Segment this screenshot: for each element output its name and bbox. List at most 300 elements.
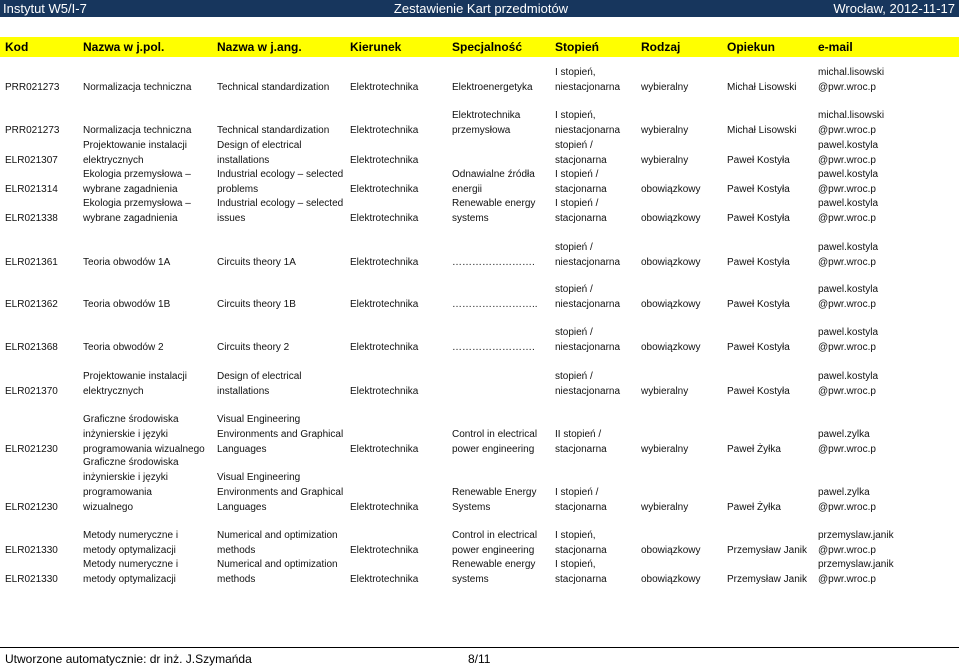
email-text: @pwr.wroc.p bbox=[818, 444, 876, 455]
name-en-text: installations bbox=[217, 155, 270, 166]
degree-text: II stopień / bbox=[555, 429, 602, 440]
cell-code bbox=[5, 558, 81, 587]
name-en-text: Visual Engineering bbox=[217, 414, 301, 425]
degree-text: stopień / bbox=[555, 242, 593, 253]
cell-supervisor bbox=[727, 168, 816, 197]
cell-supervisor bbox=[727, 529, 816, 558]
email-text: @pwr.wroc.p bbox=[818, 545, 876, 556]
name-en-text: issues bbox=[217, 213, 246, 224]
cell-type bbox=[641, 66, 725, 95]
name-pl-text: Graficzne środowiska bbox=[83, 414, 179, 425]
cell-email bbox=[818, 558, 957, 587]
cell-email bbox=[818, 66, 957, 95]
cell-field bbox=[350, 413, 450, 457]
name-en-text: methods bbox=[217, 574, 256, 585]
specialization-text: Elektroenergetyka bbox=[452, 82, 533, 93]
field-text: Elektrotechnika bbox=[350, 155, 419, 166]
name-pl-text: wybrane zagadnienia bbox=[83, 213, 178, 224]
cell-email bbox=[818, 168, 957, 197]
cell-degree bbox=[555, 456, 639, 515]
cell-name-en bbox=[217, 529, 348, 558]
degree-text: niestacjonarna bbox=[555, 125, 621, 136]
name-pl-text: wybrane zagadnienia bbox=[83, 184, 178, 195]
supervisor-text: Michał Lisowski bbox=[727, 82, 797, 93]
cell-specialization bbox=[452, 109, 553, 138]
cell-type bbox=[641, 529, 725, 558]
column-header-degree: Stopień bbox=[555, 40, 599, 54]
cell-name-pl bbox=[83, 66, 215, 95]
cell-degree bbox=[555, 558, 639, 587]
specialization-text: systems bbox=[452, 213, 489, 224]
cell-email bbox=[818, 326, 957, 355]
cell-degree bbox=[555, 241, 639, 270]
name-pl-text: Normalizacja techniczna bbox=[83, 82, 192, 93]
email-text: pawel.zylka bbox=[818, 429, 870, 440]
name-pl-text: programowania bbox=[83, 487, 152, 498]
field-text: Elektrotechnika bbox=[350, 213, 419, 224]
cell-degree bbox=[555, 413, 639, 457]
email-text: @pwr.wroc.p bbox=[818, 386, 876, 397]
institute-label: Instytut W5/I-7 bbox=[3, 1, 87, 16]
code-text: ELR021230 bbox=[5, 502, 58, 513]
specialization-text: energii bbox=[452, 184, 483, 195]
type-text: obowiązkowy bbox=[641, 574, 701, 585]
email-text: michal.lisowski bbox=[818, 110, 885, 121]
specialization-text: Systems bbox=[452, 502, 491, 513]
code-text: ELR021307 bbox=[5, 155, 58, 166]
cell-supervisor bbox=[727, 456, 816, 515]
email-text: @pwr.wroc.p bbox=[818, 125, 876, 136]
name-en-text: Circuits theory 1A bbox=[217, 257, 296, 268]
specialization-text: systems bbox=[452, 574, 489, 585]
cell-name-en bbox=[217, 370, 348, 399]
degree-text: niestacjonarna bbox=[555, 257, 621, 268]
cell-name-pl bbox=[83, 139, 215, 168]
cell-degree bbox=[555, 370, 639, 399]
cell-degree bbox=[555, 139, 639, 168]
column-header-name-pl: Nazwa w j.pol. bbox=[83, 40, 165, 54]
column-header-field: Kierunek bbox=[350, 40, 402, 54]
cell-email bbox=[818, 413, 957, 457]
cell-field bbox=[350, 529, 450, 558]
table-row bbox=[0, 413, 959, 457]
field-text: Elektrotechnika bbox=[350, 545, 419, 556]
footer-divider bbox=[0, 647, 959, 648]
cell-supervisor bbox=[727, 413, 816, 457]
name-en-text: problems bbox=[217, 184, 259, 195]
cell-type bbox=[641, 558, 725, 587]
name-pl-text: Projektowanie instalacji bbox=[83, 140, 187, 151]
degree-text: I stopień, bbox=[555, 559, 596, 570]
cell-specialization bbox=[452, 197, 553, 226]
name-en-text: Visual Engineering bbox=[217, 472, 301, 483]
cell-field bbox=[350, 326, 450, 355]
name-pl-text: Graficzne środowiska bbox=[83, 457, 179, 468]
cell-specialization bbox=[452, 283, 553, 312]
degree-text: I stopień / bbox=[555, 487, 599, 498]
type-text: obowiązkowy bbox=[641, 545, 701, 556]
name-pl-text: Normalizacja techniczna bbox=[83, 125, 192, 136]
field-text: Elektrotechnika bbox=[350, 257, 419, 268]
type-text: wybieralny bbox=[641, 502, 689, 513]
name-pl-text: Teoria obwodów 1A bbox=[83, 257, 171, 268]
degree-text: stacjonarna bbox=[555, 545, 607, 556]
email-text: pawel.kostyla bbox=[818, 198, 879, 209]
specialization-text: …………………….. bbox=[452, 299, 538, 310]
table-row bbox=[0, 558, 959, 587]
field-text: Elektrotechnika bbox=[350, 299, 419, 310]
name-en-text: Technical standardization bbox=[217, 125, 330, 136]
cell-supervisor bbox=[727, 370, 816, 399]
supervisor-text: Paweł Żyłka bbox=[727, 444, 781, 455]
place-date-label: Wrocław, 2012-11-17 bbox=[833, 1, 955, 16]
code-text: ELR021330 bbox=[5, 545, 58, 556]
table-row bbox=[0, 283, 959, 312]
degree-text: stacjonarna bbox=[555, 574, 607, 585]
specialization-text: ……………………. bbox=[452, 257, 535, 268]
supervisor-text: Paweł Kostyła bbox=[727, 184, 790, 195]
cell-name-pl bbox=[83, 109, 215, 138]
cell-field bbox=[350, 558, 450, 587]
degree-text: stacjonarna bbox=[555, 213, 607, 224]
specialization-text: Control in electrical bbox=[452, 530, 538, 541]
email-text: @pwr.wroc.p bbox=[818, 574, 876, 585]
field-text: Elektrotechnika bbox=[350, 125, 419, 136]
name-en-text: Numerical and optimization bbox=[217, 559, 338, 570]
field-text: Elektrotechnika bbox=[350, 386, 419, 397]
email-text: pawel.kostyla bbox=[818, 284, 879, 295]
cell-field bbox=[350, 283, 450, 312]
specialization-text: ……………………. bbox=[452, 342, 535, 353]
page-number: 8/11 bbox=[468, 652, 491, 666]
cell-degree bbox=[555, 109, 639, 138]
cell-field bbox=[350, 456, 450, 515]
type-text: wybieralny bbox=[641, 386, 689, 397]
cell-field bbox=[350, 197, 450, 226]
name-pl-text: Metody numeryczne i bbox=[83, 559, 179, 570]
degree-text: niestacjonarna bbox=[555, 82, 621, 93]
table-row bbox=[0, 326, 959, 355]
document-title: Zestawienie Kart przedmiotów bbox=[393, 1, 569, 16]
supervisor-text: Paweł Kostyła bbox=[727, 213, 790, 224]
cell-supervisor bbox=[727, 139, 816, 168]
degree-text: niestacjonarna bbox=[555, 342, 621, 353]
cell-type bbox=[641, 456, 725, 515]
code-text: ELR021362 bbox=[5, 299, 58, 310]
name-pl-text: elektrycznych bbox=[83, 155, 144, 166]
column-header-code: Kod bbox=[5, 40, 29, 54]
name-pl-text: metody optymalizacji bbox=[83, 545, 176, 556]
degree-text: stopień / bbox=[555, 140, 593, 151]
cell-supervisor bbox=[727, 66, 816, 95]
cell-name-pl bbox=[83, 168, 215, 197]
cell-specialization bbox=[452, 139, 553, 168]
name-pl-text: Metody numeryczne i bbox=[83, 530, 179, 541]
cell-supervisor bbox=[727, 558, 816, 587]
cell-name-en bbox=[217, 109, 348, 138]
degree-text: stopień / bbox=[555, 327, 593, 338]
cell-name-pl bbox=[83, 558, 215, 587]
cell-field bbox=[350, 370, 450, 399]
cell-degree bbox=[555, 326, 639, 355]
degree-text: I stopień, bbox=[555, 530, 596, 541]
specialization-text: Odnawialne źródła bbox=[452, 169, 535, 180]
cell-code bbox=[5, 413, 81, 457]
cell-name-pl bbox=[83, 413, 215, 457]
type-text: obowiązkowy bbox=[641, 184, 701, 195]
degree-text: I stopień / bbox=[555, 198, 599, 209]
code-text: ELR021314 bbox=[5, 184, 58, 195]
cell-specialization bbox=[452, 558, 553, 587]
cell-name-en bbox=[217, 168, 348, 197]
specialization-text: Control in electrical bbox=[452, 429, 538, 440]
cell-name-en bbox=[217, 558, 348, 587]
cell-code bbox=[5, 139, 81, 168]
cell-type bbox=[641, 413, 725, 457]
cell-email bbox=[818, 456, 957, 515]
cell-email bbox=[818, 370, 957, 399]
table-row bbox=[0, 529, 959, 558]
cell-specialization bbox=[452, 370, 553, 399]
table-row bbox=[0, 109, 959, 138]
cell-specialization bbox=[452, 456, 553, 515]
column-header-type: Rodzaj bbox=[641, 40, 681, 54]
cell-degree bbox=[555, 168, 639, 197]
supervisor-text: Przemysław Janik bbox=[727, 545, 808, 556]
type-text: obowiązkowy bbox=[641, 257, 701, 268]
name-pl-text: Ekologia przemysłowa – bbox=[83, 198, 191, 209]
cell-type bbox=[641, 370, 725, 399]
cell-name-en bbox=[217, 139, 348, 168]
name-en-text: Design of electrical bbox=[217, 371, 302, 382]
supervisor-text: Paweł Kostyła bbox=[727, 257, 790, 268]
table-row bbox=[0, 456, 959, 515]
cell-code bbox=[5, 241, 81, 270]
cell-name-en bbox=[217, 66, 348, 95]
cell-email bbox=[818, 109, 957, 138]
cell-type bbox=[641, 241, 725, 270]
specialization-text: Renewable energy bbox=[452, 559, 536, 570]
name-pl-text: Projektowanie instalacji bbox=[83, 371, 187, 382]
email-text: @pwr.wroc.p bbox=[818, 155, 876, 166]
field-text: Elektrotechnika bbox=[350, 444, 419, 455]
email-text: przemyslaw.janik bbox=[818, 559, 894, 570]
specialization-text: Elektrotechnika bbox=[452, 110, 521, 121]
specialization-text: Renewable energy bbox=[452, 198, 536, 209]
email-text: pawel.kostyla bbox=[818, 140, 879, 151]
cell-name-en bbox=[217, 326, 348, 355]
code-text: PRR021273 bbox=[5, 82, 60, 93]
degree-text: stopień / bbox=[555, 371, 593, 382]
column-header-name-en: Nazwa w j.ang. bbox=[217, 40, 302, 54]
cell-supervisor bbox=[727, 241, 816, 270]
cell-field bbox=[350, 168, 450, 197]
supervisor-text: Michał Lisowski bbox=[727, 125, 797, 136]
cell-type bbox=[641, 168, 725, 197]
table-row bbox=[0, 197, 959, 226]
type-text: obowiązkowy bbox=[641, 299, 701, 310]
email-text: pawel.kostyla bbox=[818, 242, 879, 253]
cell-type bbox=[641, 326, 725, 355]
name-en-text: Circuits theory 1B bbox=[217, 299, 296, 310]
cell-code bbox=[5, 529, 81, 558]
email-text: pawel.kostyla bbox=[818, 327, 879, 338]
email-text: @pwr.wroc.p bbox=[818, 184, 876, 195]
specialization-text: Renewable Energy bbox=[452, 487, 537, 498]
field-text: Elektrotechnika bbox=[350, 184, 419, 195]
name-en-text: Industrial ecology – selected bbox=[217, 169, 344, 180]
cell-email bbox=[818, 139, 957, 168]
cell-specialization bbox=[452, 326, 553, 355]
cell-name-en bbox=[217, 456, 348, 515]
cell-email bbox=[818, 283, 957, 312]
email-text: @pwr.wroc.p bbox=[818, 82, 876, 93]
name-pl-text: metody optymalizacji bbox=[83, 574, 176, 585]
cell-code bbox=[5, 326, 81, 355]
degree-text: stacjonarna bbox=[555, 155, 607, 166]
name-pl-text: Ekologia przemysłowa – bbox=[83, 169, 191, 180]
type-text: obowiązkowy bbox=[641, 342, 701, 353]
email-text: @pwr.wroc.p bbox=[818, 502, 876, 513]
email-text: pawel.zylka bbox=[818, 487, 870, 498]
cell-specialization bbox=[452, 529, 553, 558]
code-text: ELR021330 bbox=[5, 574, 58, 585]
field-text: Elektrotechnika bbox=[350, 82, 419, 93]
cell-type bbox=[641, 109, 725, 138]
cell-degree bbox=[555, 529, 639, 558]
type-text: wybieralny bbox=[641, 125, 689, 136]
specialization-text: power engineering bbox=[452, 444, 535, 455]
cell-name-en bbox=[217, 241, 348, 270]
cell-name-pl bbox=[83, 456, 215, 515]
name-pl-text: inżynierskie i języki bbox=[83, 472, 169, 483]
cell-name-en bbox=[217, 283, 348, 312]
cell-supervisor bbox=[727, 283, 816, 312]
cell-name-pl bbox=[83, 370, 215, 399]
cell-name-pl bbox=[83, 197, 215, 226]
name-en-text: Numerical and optimization bbox=[217, 530, 338, 541]
name-pl-text: Teoria obwodów 1B bbox=[83, 299, 171, 310]
name-pl-text: elektrycznych bbox=[83, 386, 144, 397]
cell-code bbox=[5, 370, 81, 399]
cell-code bbox=[5, 66, 81, 95]
table-row bbox=[0, 66, 959, 95]
field-text: Elektrotechnika bbox=[350, 342, 419, 353]
cell-code bbox=[5, 168, 81, 197]
code-text: ELR021368 bbox=[5, 342, 58, 353]
cell-specialization bbox=[452, 66, 553, 95]
degree-text: I stopień / bbox=[555, 169, 599, 180]
specialization-text: przemysłowa bbox=[452, 125, 511, 136]
code-text: ELR021230 bbox=[5, 444, 58, 455]
type-text: wybieralny bbox=[641, 155, 689, 166]
cell-email bbox=[818, 529, 957, 558]
cell-supervisor bbox=[727, 326, 816, 355]
cell-code bbox=[5, 456, 81, 515]
email-text: @pwr.wroc.p bbox=[818, 213, 876, 224]
degree-text: niestacjonarna bbox=[555, 386, 621, 397]
column-header-supervisor: Opiekun bbox=[727, 40, 776, 54]
name-en-text: Technical standardization bbox=[217, 82, 330, 93]
degree-text: stacjonarna bbox=[555, 444, 607, 455]
cell-name-pl bbox=[83, 326, 215, 355]
cell-email bbox=[818, 241, 957, 270]
name-en-text: Environments and Graphical bbox=[217, 429, 344, 440]
table-row bbox=[0, 168, 959, 197]
code-text: ELR021338 bbox=[5, 213, 58, 224]
cell-field bbox=[350, 66, 450, 95]
name-pl-text: programowania wizualnego bbox=[83, 444, 205, 455]
email-text: pawel.kostyla bbox=[818, 371, 879, 382]
cell-type bbox=[641, 197, 725, 226]
cell-name-pl bbox=[83, 241, 215, 270]
supervisor-text: Paweł Kostyła bbox=[727, 299, 790, 310]
table-row bbox=[0, 139, 959, 168]
degree-text: stacjonarna bbox=[555, 502, 607, 513]
specialization-text: power engineering bbox=[452, 545, 535, 556]
degree-text: niestacjonarna bbox=[555, 299, 621, 310]
cell-type bbox=[641, 139, 725, 168]
cell-code bbox=[5, 197, 81, 226]
name-en-text: Design of electrical bbox=[217, 140, 302, 151]
name-en-text: methods bbox=[217, 545, 256, 556]
type-text: wybieralny bbox=[641, 444, 689, 455]
cell-specialization bbox=[452, 413, 553, 457]
code-text: ELR021361 bbox=[5, 257, 58, 268]
degree-text: I stopień, bbox=[555, 110, 596, 121]
cell-degree bbox=[555, 66, 639, 95]
cell-type bbox=[641, 283, 725, 312]
cell-specialization bbox=[452, 168, 553, 197]
footer-author: Utworzone automatycznie: dr inż. J.Szymańda bbox=[5, 652, 252, 666]
cell-name-pl bbox=[83, 529, 215, 558]
degree-text: stopień / bbox=[555, 284, 593, 295]
cell-field bbox=[350, 109, 450, 138]
field-text: Elektrotechnika bbox=[350, 502, 419, 513]
type-text: wybieralny bbox=[641, 82, 689, 93]
name-en-text: Circuits theory 2 bbox=[217, 342, 290, 353]
degree-text: stacjonarna bbox=[555, 184, 607, 195]
name-pl-text: wizualnego bbox=[83, 502, 134, 513]
name-en-text: Languages bbox=[217, 502, 267, 513]
email-text: @pwr.wroc.p bbox=[818, 257, 876, 268]
table-row bbox=[0, 241, 959, 270]
cell-supervisor bbox=[727, 109, 816, 138]
column-header-email: e-mail bbox=[818, 40, 853, 54]
supervisor-text: Paweł Żyłka bbox=[727, 502, 781, 513]
supervisor-text: Paweł Kostyła bbox=[727, 342, 790, 353]
column-header-specialization: Specjalność bbox=[452, 40, 523, 54]
code-text: PRR021273 bbox=[5, 125, 60, 136]
cell-degree bbox=[555, 283, 639, 312]
supervisor-text: Przemysław Janik bbox=[727, 574, 808, 585]
cell-name-en bbox=[217, 413, 348, 457]
supervisor-text: Paweł Kostyła bbox=[727, 386, 790, 397]
cell-field bbox=[350, 139, 450, 168]
name-pl-text: inżynierskie i języki bbox=[83, 429, 169, 440]
code-text: ELR021370 bbox=[5, 386, 58, 397]
cell-degree bbox=[555, 197, 639, 226]
name-en-text: Environments and Graphical bbox=[217, 487, 344, 498]
cell-name-pl bbox=[83, 283, 215, 312]
name-en-text: Languages bbox=[217, 444, 267, 455]
cell-code bbox=[5, 109, 81, 138]
cell-supervisor bbox=[727, 197, 816, 226]
cell-email bbox=[818, 197, 957, 226]
cell-name-en bbox=[217, 197, 348, 226]
field-text: Elektrotechnika bbox=[350, 574, 419, 585]
email-text: przemyslaw.janik bbox=[818, 530, 894, 541]
